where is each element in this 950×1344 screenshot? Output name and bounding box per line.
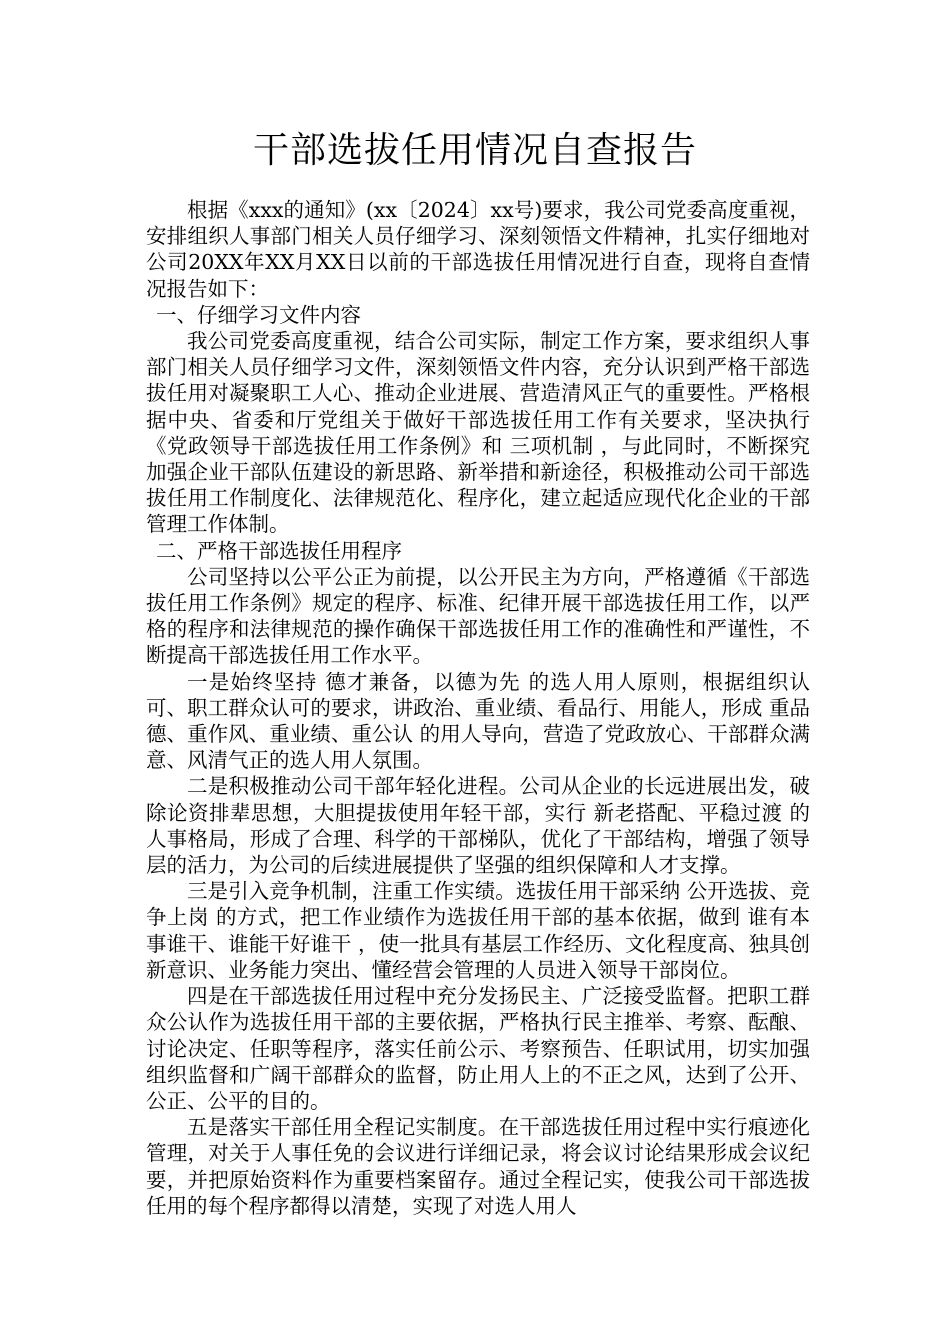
section-heading-1: 一、仔细学习文件内容 bbox=[156, 302, 361, 327]
paragraph-point-1: 一是始终坚持 德才兼备，以德为先 的选人用人原则，根据组织认可、职工群众认可的要求，讲政治、重业绩、看品行、用能人，形成 重品德、重作风、重业绩、重公认 的用人导向，营造了党政放心、干部群众满意、风清气正的选人用人氛围。 bbox=[146, 669, 810, 773]
section-heading-2: 二、严格干部选拔任用程序 bbox=[156, 538, 402, 563]
paragraph-procedure: 公司坚持以公平公正为前提，以公开民主为方向，严格遵循《干部选拔任用工作条例》规定的程序、标准、纪律开展干部选拔任用工作，以严格的程序和法律规范的操作确保干部选拔任用工作的准确性和严谨性，不断提高干部选拔任用工作水平。 bbox=[146, 564, 810, 668]
paragraph-intro: 根据《xxx的通知》(xx〔2024〕xx号)要求，我公司党委高度重视，安排组织人事部门相关人员仔细学习、深刻领悟文件精神，扎实仔细地对公司20XX年XX月XX日以前的干部选拔任用情况进行自查，现将自查情况报告如下： bbox=[146, 198, 810, 301]
paragraph-point-5: 五是落实干部任用全程记实制度。在干部选拔任用过程中实行痕迹化管理，对关于人事任免的会议进行详细记录，将会议讨论结果形成会议纪要，并把原始资料作为重要档案留存。通过全程记实，使我公司干部选拔任用的每个程序都得以清楚，实现了对选人用人 bbox=[146, 1115, 810, 1218]
paragraph-point-2: 二是积极推动公司干部年轻化进程。公司从企业的长远进展出发，破除论资排辈思想，大胆提拔使用年轻干部，实行 新老搭配、平稳过渡 的人事格局，形成了合理、科学的干部梯队，优化了干部结构，增强了领导层的活力，为公司的后续进展提供了坚强的组织保障和人才支撑。 bbox=[146, 774, 810, 878]
document-title: 干部选拔任用情况自查报告 bbox=[252, 130, 697, 171]
paragraph-point-3: 三是引入竞争机制，注重工作实绩。选拔任用干部采纳 公开选拔、竞争上岗 的方式，把工作业绩作为选拔任用干部的基本依据，做到 谁有本事谁干、谁能干好谁干 ，使一批具有基层工作经历、文化程度高、独具创新意识、业务能力突出、懂经营会管理的人员进入领导干部岗位。 bbox=[146, 879, 810, 982]
document-body bbox=[146, 197, 810, 1219]
paragraph-point-4: 四是在干部选拔任用过程中充分发扬民主、广泛接受监督。把职工群众公认作为选拔任用干部的主要依据，严格执行民主推举、考察、酝酿、讨论决定、任职等程序，落实任前公示、考察预告、任职试用，切实加强组织监督和广阔干部群众的监督，防止用人上的不正之风，达到了公开、公正、公平的目的。 bbox=[146, 984, 810, 1113]
paragraph-study: 我公司党委高度重视，结合公司实际，制定工作方案，要求组织人事部门相关人员仔细学习文件，深刻领悟文件内容，充分认识到严格干部选拔任用对凝聚职工人心、推动企业进展、营造清风正气的重要性。严格根据中央、省委和厅党组关于做好干部选拔任用工作有关要求，坚决执行《党政领导干部选拔任用工作条例》和 三项机制 ，与此同时，不断探究加强企业干部队伍建设的新思路、新举措和新途径，积极推动公司干部选拔任用工作制度化、法律规范化、程序化，建立起适应现代化企业的干部管理工作体制。 bbox=[146, 329, 810, 537]
